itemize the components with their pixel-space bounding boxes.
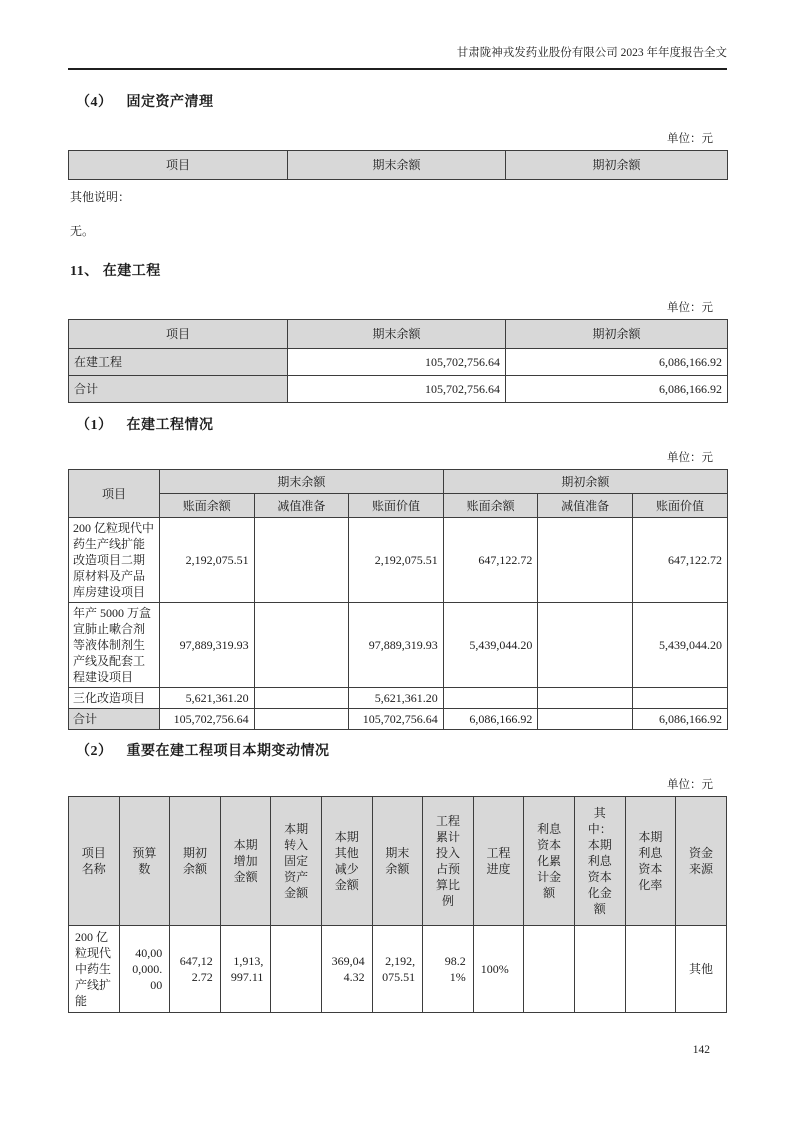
- col-header-project-name: 项目名称: [69, 797, 120, 926]
- section-heading-cip-changes: [76, 743, 727, 761]
- col-header-period-increase: 本期增加金额: [220, 797, 271, 926]
- beginning-balance-value: 6,086,166.92: [506, 376, 728, 403]
- section-number: （4）: [76, 95, 113, 110]
- col-header-ending-balance: 期末余额: [288, 151, 506, 180]
- project-name: 200 亿粒现代中药生产线扩能: [69, 926, 120, 1013]
- transfer-to-fixed-assets-value: [271, 926, 322, 1013]
- group-header-ending-balance: 期末余额: [160, 470, 444, 494]
- budget-value: 40,000,000.00: [119, 926, 170, 1013]
- col-header-progress: 工程进度: [473, 797, 524, 926]
- section-number: （1）: [76, 418, 113, 433]
- progress-value: 100%: [473, 926, 524, 1013]
- cell-value: 105,702,756.64: [349, 709, 444, 730]
- section-title: 固定资产清理: [126, 95, 214, 110]
- col-header-budget: 预算数: [119, 797, 170, 926]
- ending-balance-value: 105,702,756.64: [288, 376, 506, 403]
- page-number: 142: [692, 1044, 710, 1056]
- ending-balance-value: 2,192,075.51: [372, 926, 423, 1013]
- section-title: 在建工程情况: [126, 418, 214, 433]
- col-header-book-balance: 账面余额: [443, 494, 538, 518]
- other-note-label: 其他说明：: [70, 190, 131, 204]
- table-row-total: [69, 376, 728, 403]
- cell-value: 647,122.72: [443, 518, 538, 603]
- col-header-impairment: 减值准备: [538, 494, 633, 518]
- cell-value: 105,702,756.64: [160, 709, 255, 730]
- header-rule: [68, 68, 727, 70]
- section-heading-fixed-asset-cleanup: [76, 94, 727, 112]
- col-header-capitalized-interest-total: 利息资本化累计金额: [524, 797, 575, 926]
- col-header-item: 项目: [69, 151, 288, 180]
- col-header-capitalization-rate: 本期利息资本化率: [625, 797, 676, 926]
- cell-value: [254, 603, 349, 688]
- table-row: [69, 349, 728, 376]
- group-header-beginning-balance: 期初余额: [443, 470, 727, 494]
- fund-source-value: 其他: [676, 926, 727, 1013]
- ending-balance-value: 105,702,756.64: [288, 349, 506, 376]
- capitalized-interest-total-value: [524, 926, 575, 1013]
- cell-value: 6,086,166.92: [443, 709, 538, 730]
- cell-value: 647,122.72: [632, 518, 727, 603]
- col-header-fund-source: 资金来源: [676, 797, 727, 926]
- col-header-ending-balance: 期末余额: [372, 797, 423, 926]
- capitalization-rate-value: [625, 926, 676, 1013]
- other-decrease-value: 369,044.32: [321, 926, 372, 1013]
- col-header-book-value: 账面价值: [632, 494, 727, 518]
- cell-value: 2,192,075.51: [349, 518, 444, 603]
- capitalized-interest-period-value: [574, 926, 625, 1013]
- period-increase-value: 1,913,997.11: [220, 926, 271, 1013]
- col-header-beginning-balance: 期初余额: [506, 151, 728, 180]
- table-row-project-2: [69, 603, 728, 688]
- col-header-beginning-balance: 期初余额: [170, 797, 221, 926]
- other-note-value: 无。: [70, 224, 95, 238]
- table-row-total: [69, 709, 728, 730]
- cell-value: 97,889,319.93: [349, 603, 444, 688]
- cell-value: 97,889,319.93: [160, 603, 255, 688]
- fixed-asset-cleanup-table: [68, 150, 728, 180]
- col-header-book-balance: 账面余额: [160, 494, 255, 518]
- cell-value: [632, 688, 727, 709]
- section-heading-cip-detail: [76, 417, 727, 435]
- cell-value: 5,621,361.20: [160, 688, 255, 709]
- col-header-ending-balance: 期末余额: [288, 320, 506, 349]
- table-header-row: [69, 320, 728, 349]
- section-number: 11、: [70, 264, 99, 279]
- cell-value: [538, 603, 633, 688]
- unit-label: 单位：元: [667, 133, 713, 145]
- investment-ratio-value: 98.21%: [423, 926, 474, 1013]
- table-row-project-1: [69, 518, 728, 603]
- cell-value: 5,621,361.20: [349, 688, 444, 709]
- section-title: 在建工程: [102, 264, 161, 279]
- cell-value: [538, 709, 633, 730]
- cip-changes-table: [68, 796, 727, 1013]
- cell-value: [254, 518, 349, 603]
- row-label: 合计: [69, 709, 160, 730]
- section-title: 重要在建工程项目本期变动情况: [126, 744, 330, 759]
- beginning-balance-value: 647,122.72: [170, 926, 221, 1013]
- cell-value: [538, 688, 633, 709]
- running-header: 甘肃陇神戎发药业股份有限公司 2023 年年度报告全文: [456, 47, 727, 59]
- col-header-beginning-balance: 期初余额: [506, 320, 728, 349]
- col-header-item: 项目: [69, 470, 160, 518]
- table-row-project: [69, 926, 727, 1013]
- construction-in-progress-table: [68, 319, 728, 403]
- cell-value: [254, 709, 349, 730]
- table-header-row: [69, 797, 727, 926]
- unit-label: 单位：元: [667, 779, 713, 791]
- cell-value: [538, 518, 633, 603]
- col-header-item: 项目: [69, 320, 288, 349]
- cell-value: 5,439,044.20: [632, 603, 727, 688]
- row-label: 在建工程: [69, 349, 288, 376]
- col-header-capitalized-interest-period: 其中：本期利息资本化金额: [574, 797, 625, 926]
- row-label: 合计: [69, 376, 288, 403]
- table-header-row-groups: [69, 470, 728, 494]
- table-row-project-3: [69, 688, 728, 709]
- unit-label: 单位：元: [667, 452, 713, 464]
- section-number: （2）: [76, 744, 113, 759]
- table-header-row: [69, 151, 728, 180]
- row-label: 年产 5000 万盒宣肺止嗽合剂等液体制剂生产线及配套工程建设项目: [69, 603, 160, 688]
- unit-label: 单位：元: [667, 302, 713, 314]
- cell-value: [443, 688, 538, 709]
- cell-value: 2,192,075.51: [160, 518, 255, 603]
- col-header-other-decrease: 本期其他减少金额: [321, 797, 372, 926]
- beginning-balance-value: 6,086,166.92: [506, 349, 728, 376]
- row-label: 200 亿粒现代中药生产线扩能改造项目二期原材料及产品库房建设项目: [69, 518, 160, 603]
- cip-detail-table: [68, 469, 728, 730]
- cell-value: [254, 688, 349, 709]
- row-label: 三化改造项目: [69, 688, 160, 709]
- col-header-book-value: 账面价值: [349, 494, 444, 518]
- col-header-investment-ratio: 工程累计投入占预算比例: [423, 797, 474, 926]
- col-header-transfer-to-fixed-assets: 本期转入固定资产金额: [271, 797, 322, 926]
- section-heading-construction-in-progress: [70, 263, 727, 281]
- col-header-impairment: 减值准备: [254, 494, 349, 518]
- table-header-row-subcolumns: [69, 494, 728, 518]
- cell-value: 5,439,044.20: [443, 603, 538, 688]
- cell-value: 6,086,166.92: [632, 709, 727, 730]
